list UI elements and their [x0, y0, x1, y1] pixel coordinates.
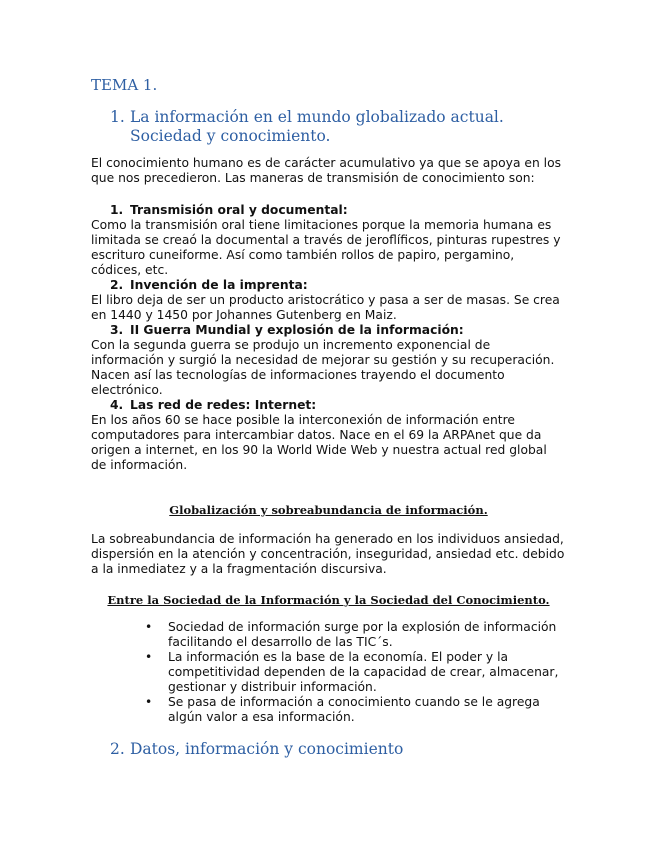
- heading-2: [110, 740, 403, 758]
- section-3-title-text: II Guerra Mundial y explosión de la información:: [130, 323, 464, 337]
- sociedad-bullet-list: [145, 620, 565, 725]
- heading-1-number: 1.: [110, 108, 125, 126]
- section-3-body: Con la segunda guerra se produjo un incremento exponencial de información y surgió la necesidad de mejorar su gestión y su recuperación. Nacen así las tecnologías de informaciones trayendo el documento electrónico.: [91, 338, 555, 397]
- heading-2-number: 2.: [110, 740, 125, 758]
- list-item-text: Sociedad de información surge por la explosión de información facilitando el desarrollo de las TIC´s.: [168, 620, 557, 649]
- heading-2-text: Datos, información y conocimiento: [130, 740, 404, 758]
- list-item: [145, 620, 565, 650]
- section-2-number: 2.: [110, 278, 124, 292]
- list-item: [145, 695, 565, 725]
- list-item-text: Se pasa de información a conocimiento cuando se le agrega algún valor a esa información.: [168, 695, 540, 724]
- section-1-number: 1.: [110, 203, 124, 217]
- section-1-title: [110, 203, 348, 218]
- list-item: [145, 650, 565, 695]
- bullet-glyph: •: [145, 650, 153, 664]
- section-1-body: Como la transmisión oral tiene limitaciones porque la memoria humana es limitada se creaó la documental a través de jeroflíficos, pinturas rupestres y escrituro cuneiforme. Así como también rollos de papiro, pergamino, códices, etc.: [91, 218, 561, 277]
- section-4-number: 4.: [110, 398, 124, 412]
- tema-title: TEMA 1.: [91, 76, 158, 94]
- heading-1-text: La información en el mundo globalizado actual. Sociedad y conocimiento.: [130, 108, 504, 145]
- globalizacion-title: Globalización y sobreabundancia de información.: [169, 503, 488, 517]
- section-1-title-text: Transmisión oral y documental:: [130, 203, 348, 217]
- bullet-glyph: •: [145, 695, 153, 709]
- section-2-title-text: Invención de la imprenta:: [130, 278, 308, 292]
- intro-paragraph: El conocimiento humano es de carácter acumulativo ya que se apoya en los que nos precedieron. Las maneras de transmisión de conocimiento son:: [91, 156, 562, 185]
- list-item-text: La información es la base de la economía. El poder y la competitividad dependen de la capacidad de crear, almacenar, gestionar y distribuir información.: [168, 650, 559, 694]
- bullet-glyph: •: [145, 620, 153, 634]
- section-3-title: [110, 323, 464, 338]
- sociedad-title: Entre la Sociedad de la Información y la Sociedad del Conocimiento.: [107, 593, 550, 607]
- section-2-title: [110, 278, 308, 293]
- section-2-body: El libro deja de ser un producto aristocrático y pasa a ser de masas. Se crea en 1440 y 1450 por Johannes Gutenberg en Maiz.: [91, 293, 560, 322]
- section-4-body: En los años 60 se hace posible la interconexión de información entre computadores para intercambiar datos. Nace en el 69 la ARPAnet que da origen a internet, en los 90 la World Wide Web y nuestra actual red global de información.: [91, 413, 547, 472]
- section-4-title-text: Las red de redes: Internet:: [130, 398, 317, 412]
- globalizacion-body: La sobreabundancia de información ha generado en los individuos ansiedad, dispersión en la atención y concentración, inseguridad, ansiedad etc. debido a la inmediatez y a la fragmentación discursiva.: [91, 532, 565, 576]
- section-4-title: [110, 398, 316, 413]
- section-3-number: 3.: [110, 323, 124, 337]
